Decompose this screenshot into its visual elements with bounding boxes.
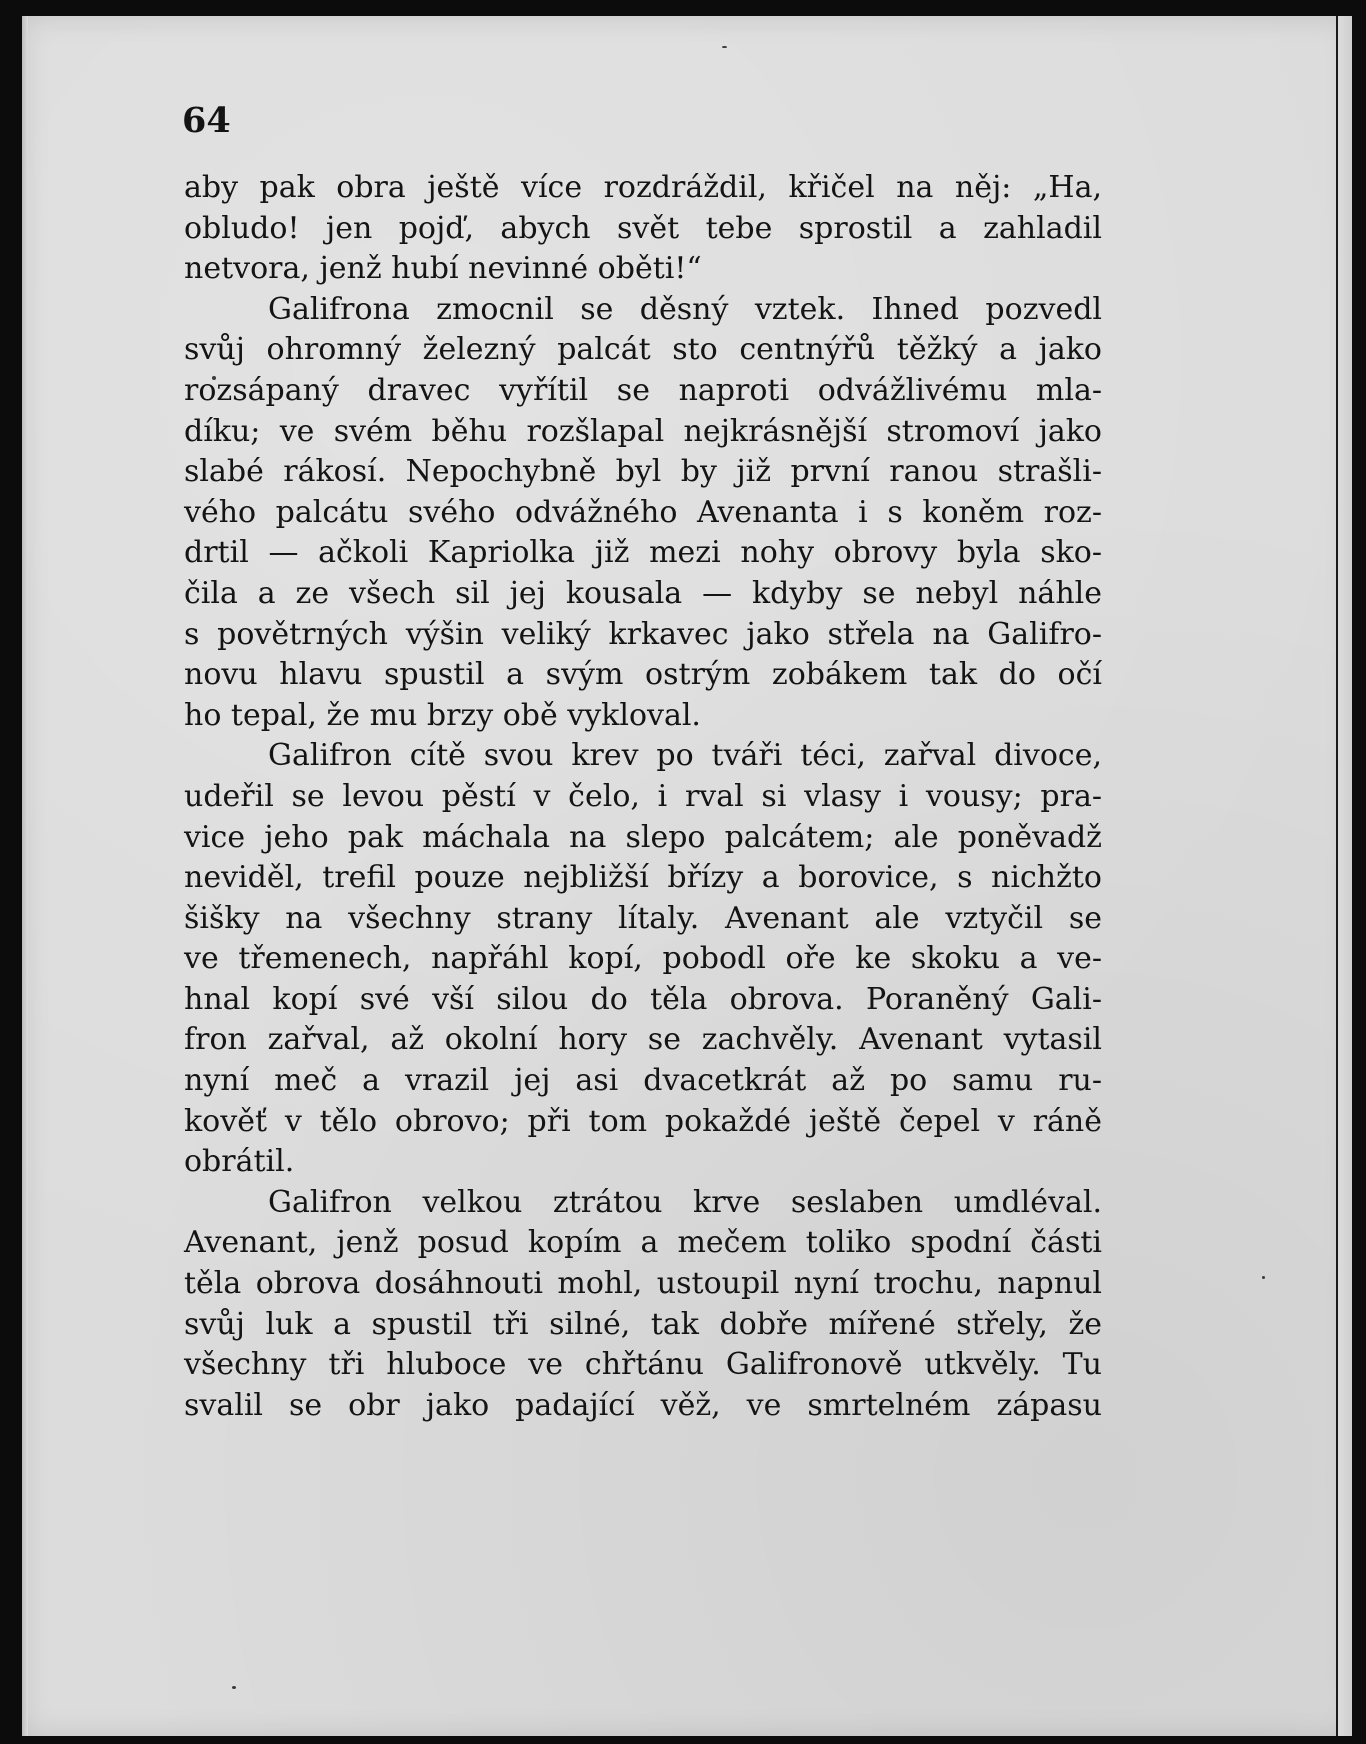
text-line: udeřil se levou pěstí v čelo, i rval si vlasy i vousy; pra- (184, 778, 1102, 814)
print-speck (1262, 1276, 1265, 1279)
text-line: aby pak obra ještě více rozdráždil, křičel na něj: „Ha, (184, 170, 1102, 205)
text-line: těla obrova dosáhnouti mohl, ustoupil nyní trochu, napnul (184, 1266, 1102, 1302)
page-number: 64 (182, 100, 231, 141)
text-line: ve třemenech, napřáhl kopí, pobodl oře ke skoku a ve- (184, 941, 1102, 977)
text-line: obludo! jen pojď, abych svět tebe sprostil a zahladil (184, 210, 1102, 246)
text-line: nyní meč a vrazil jej asi dvacetkrát až po samu ru- (184, 1063, 1102, 1099)
text-line: rozsápaný dravec vyřítil se naproti odvážlivému mla- (184, 372, 1102, 408)
text-line: vého palcátu svého odvážného Avenanta i s koněm roz- (184, 494, 1102, 530)
text-line: netvora, jenž hubí nevinné oběti!“ (184, 251, 702, 287)
text-line: kověť v tělo obrovo; při tom pokaždé ještě čepel v ráně (184, 1103, 1102, 1139)
text-line: drtil — ačkoli Kapriolka již mezi nohy obrovy byla sko- (184, 535, 1102, 571)
text-line: díku; ve svém běhu rozšlapal nejkrásnější stromoví jako (184, 413, 1102, 449)
text-line: šišky na všechny strany lítaly. Avenant ale vztyčil se (184, 900, 1102, 936)
text-line: ho tepal, že mu brzy obě vykloval. (184, 697, 701, 733)
text-line: obrátil. (184, 1144, 295, 1180)
print-speck (722, 46, 727, 48)
text-line: všechny tři hluboce ve chřtánu Galifronově utkvěly. Tu (184, 1347, 1102, 1383)
text-line: Galifron velkou ztrátou krve seslaben umdléval. (268, 1184, 1102, 1220)
text-line: neviděl, trefil pouze nejbližší břízy a borovice, s nichžto (184, 860, 1102, 896)
text-line: Galifrona zmocnil se děsný vztek. Ihned pozvedl (268, 291, 1102, 327)
text-line: hnal kopí své vší silou do těla obrova. Poraněný Gali- (184, 981, 1102, 1017)
text-line: novu hlavu spustil a svým ostrým zobákem tak do očí (184, 657, 1102, 693)
text-line: s povětrných výšin veliký krkavec jako střela na Galifro- (184, 616, 1102, 652)
text-line: čila a ze všech sil jej kousala — kdyby se nebyl náhle (184, 575, 1102, 611)
text-line: Avenant, jenž posud kopím a mečem toliko spodní části (184, 1225, 1102, 1261)
print-speck (232, 1686, 236, 1689)
text-line: svůj luk a spustil tři silné, tak dobře mířené střely, že (184, 1306, 1102, 1342)
text-line: svůj ohromný železný palcát sto centnýřů těžký a jako (184, 332, 1102, 368)
page-right-edge (1336, 16, 1352, 1736)
text-line: Galifron cítě svou krev po tváři téci, zařval divoce, (268, 738, 1102, 774)
text-line: svalil se obr jako padající věž, ve smrtelném zápasu (184, 1387, 1102, 1423)
text-line: slabé rákosí. Nepochybně byl by již první ranou strašli- (184, 454, 1102, 490)
body-text (184, 168, 1102, 1426)
text-line: fron zařval, až okolní hory se zachvěly. Avenant vytasil (184, 1022, 1102, 1058)
text-line: vice jeho pak máchala na slepo palcátem; ale poněvadž (184, 819, 1102, 855)
page-left-edge-shadow (22, 16, 28, 1736)
